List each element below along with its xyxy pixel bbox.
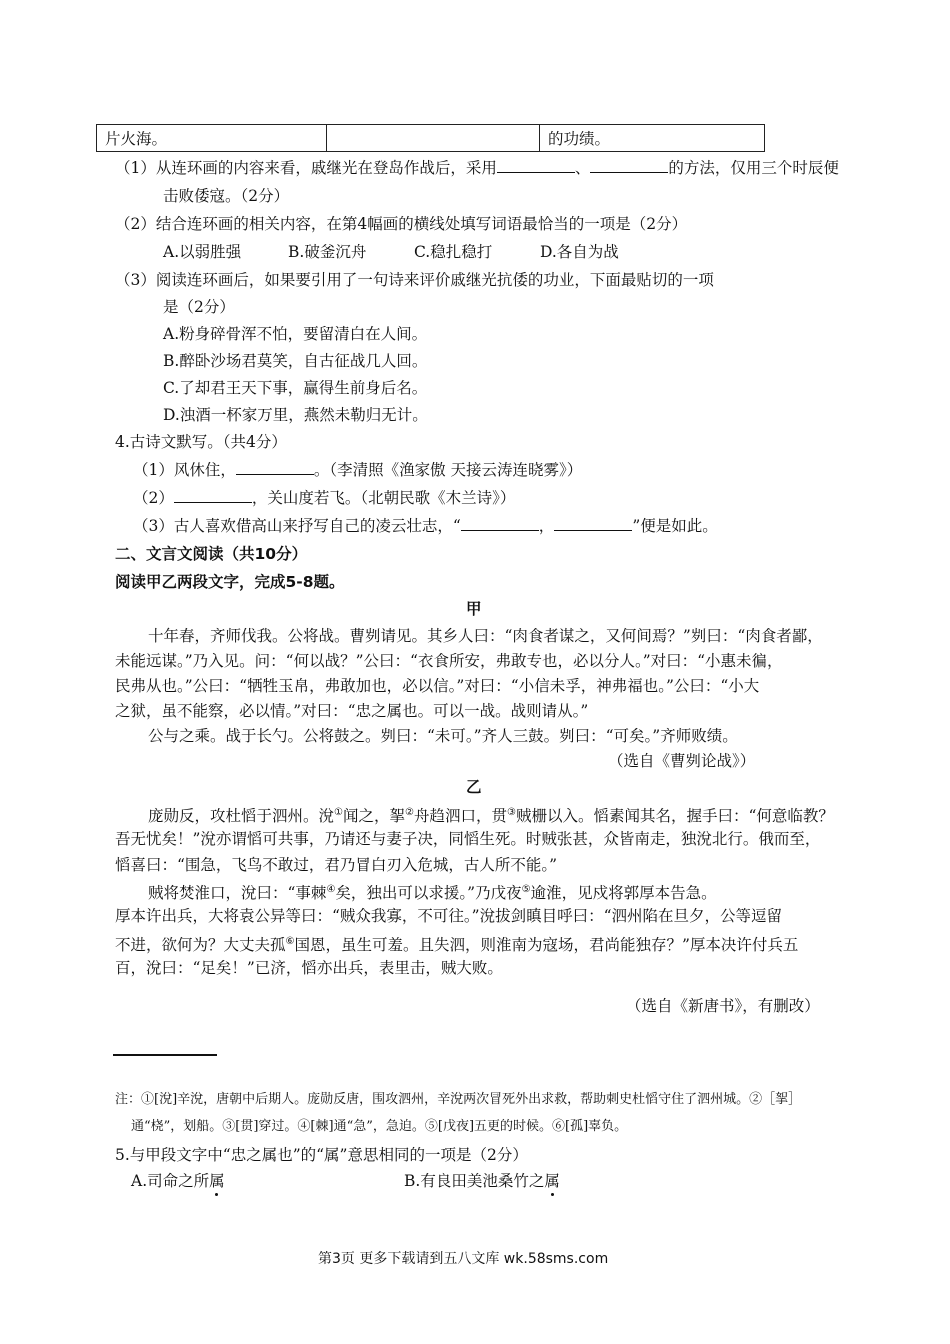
answer-blank[interactable] — [497, 158, 575, 173]
passage-line: 厚本许出兵，大将袁公异等曰：“贼众我寡，不可往。”涗拔剑瞋目呼曰：“泗州陷在旦夕，公等逗留 — [115, 907, 783, 925]
footnote-line: 通“桡”，划船。③[贯]穿过。④[棘]通“急”，急迫。⑤[戊夜]五更的时候。⑥[孤]辜负。 — [131, 1119, 628, 1134]
page-footer: 第3页 更多下载请到五八文库 wk.58sms.com — [318, 1251, 609, 1267]
passage-jia-title: 甲 — [466, 600, 482, 618]
option-d: D.浊酒一杯家万里，燕然未勒归无计。 — [163, 406, 428, 424]
option-b: B.醉卧沙场君莫笑，自古征战几人回。 — [163, 352, 428, 370]
passage-source: （选自《曹刿论战》） — [608, 752, 756, 770]
section-heading: 二、文言文阅读（共10分） — [115, 545, 308, 563]
option-a: A.粉身碎骨浑不怕，要留清白在人间。 — [163, 325, 428, 343]
passage-source: （选自《新唐书》，有删改） — [626, 997, 820, 1015]
option-b: B.有良田美池桑竹之属 — [404, 1172, 560, 1190]
passage-line: 庞勋反，攻杜慆于泗州。涗①闻之，挐②舟趋泗口，贯③贼栅以入。慆素闻其名，握手曰：“何意临教？ — [148, 807, 834, 826]
answer-blank[interactable] — [174, 488, 252, 503]
q3-sub1-line1: （1）从连环画的内容来看，戚继光在登岛作战后，采用 、 的方法，仅用三个时辰便 — [115, 159, 839, 177]
section-instruction: 阅读甲乙两段文字，完成5-8题。 — [115, 573, 345, 591]
passage-line: 十年春，齐师伐我。公将战。曹刿请见。其乡人曰：“肉食者谋之，又何间焉？”刿曰：“肉食者鄙， — [148, 627, 823, 645]
answer-blank[interactable] — [461, 516, 539, 531]
q4-line3: （3）古人喜欢借高山来抒写自己的凌云壮志，“ ， ”便是如此。 — [133, 517, 718, 535]
option-c: C.稳扎稳打 — [414, 243, 493, 261]
passage-line: 未能远谋。”乃入见。问：“何以战？”公曰：“衣食所安，弗敢专也，必以分人。”对曰：“小惠未徧， — [115, 652, 783, 670]
option-c: C.了却君王天下事，赢得生前身后名。 — [163, 379, 428, 397]
q4-line2: （2） ，关山度若飞。（北朝民歌《木兰诗》） — [133, 489, 516, 507]
table-cell: 片火海。 — [97, 125, 327, 152]
table-cell: 的功绩。 — [540, 125, 765, 152]
passage-yi-title: 乙 — [466, 778, 482, 796]
passage-line: 吾无忧矣！”涗亦谓慆可共事，乃请还与妻子决，同慆生死。时贼张甚，众皆南走，独涗北行。俄而至， — [115, 830, 821, 848]
answer-blank[interactable] — [590, 158, 668, 173]
q3-sub3-stem-cont: 是（2分） — [163, 298, 235, 316]
passage-line: 民弗从也。”公曰：“牺牲玉帛，弗敢加也，必以信。”对曰：“小信未孚，神弗福也。”公曰：“小大 — [115, 677, 760, 695]
footnote-line: 注：①[涗]辛涗，唐朝中后期人。庞勋反唐，围攻泗州，辛涗两次冒死外出求救，帮助刺史杜慆守住了泗州城。②［挐］ — [115, 1092, 802, 1107]
passage-line: 不进，欲何为？大丈夫孤⑥国恩，虽生可羞。且失泗，则淮南为寇场，君尚能独存？”厚本决许付兵五 — [115, 936, 799, 955]
option-a: A.以弱胜强 — [163, 243, 242, 261]
q5-stem: 5.与甲段文字中“忠之属也”的“属”意思相同的一项是（2分） — [115, 1146, 528, 1164]
passage-line: 百，涗曰：“足矣！”已济，慆亦出兵，表里击，贼大败。 — [115, 959, 503, 977]
q4-title: 4.古诗文默写。（共4分） — [115, 433, 287, 451]
q4-line1: （1）风休住， 。（李清照《渔家傲 天接云涛连晓雾》） — [133, 461, 583, 479]
passage-line: 慆喜曰：“围急，飞鸟不敢过，君乃冒白刃入危城，古人所不能。” — [115, 856, 558, 874]
option-b: B.破釜沉舟 — [288, 243, 367, 261]
q3-sub1-line2: 击败倭寇。（2分） — [163, 187, 290, 205]
answer-table — [96, 124, 765, 152]
answer-blank[interactable] — [554, 516, 632, 531]
passage-line: 公与之乘。战于长勺。公将鼓之。刿曰：“未可。”齐人三鼓。刿曰：“可矣。”齐师败绩。 — [148, 727, 738, 745]
option-d: D.各自为战 — [540, 243, 619, 261]
option-a: A.司命之所属 — [131, 1172, 225, 1190]
passage-line: 之狱，虽不能察，必以情。”对曰：“忠之属也。可以一战。战则请从。” — [115, 702, 589, 720]
footnote-divider — [113, 1054, 217, 1056]
q3-sub2-stem: （2）结合连环画的相关内容，在第4幅画的横线处填写词语最恰当的一项是（2分） — [115, 215, 688, 233]
answer-blank[interactable] — [236, 460, 314, 475]
q3-sub3-stem: （3）阅读连环画后，如果要引用了一句诗来评价戚继光抗倭的功业，下面最贴切的一项 — [115, 271, 714, 289]
table-cell — [327, 125, 540, 152]
passage-line: 贼将焚淮口，涗曰：“事棘④矣，独出可以求援。”乃戊夜⑤逾淮，见戍将郭厚本告急。 — [148, 884, 717, 903]
